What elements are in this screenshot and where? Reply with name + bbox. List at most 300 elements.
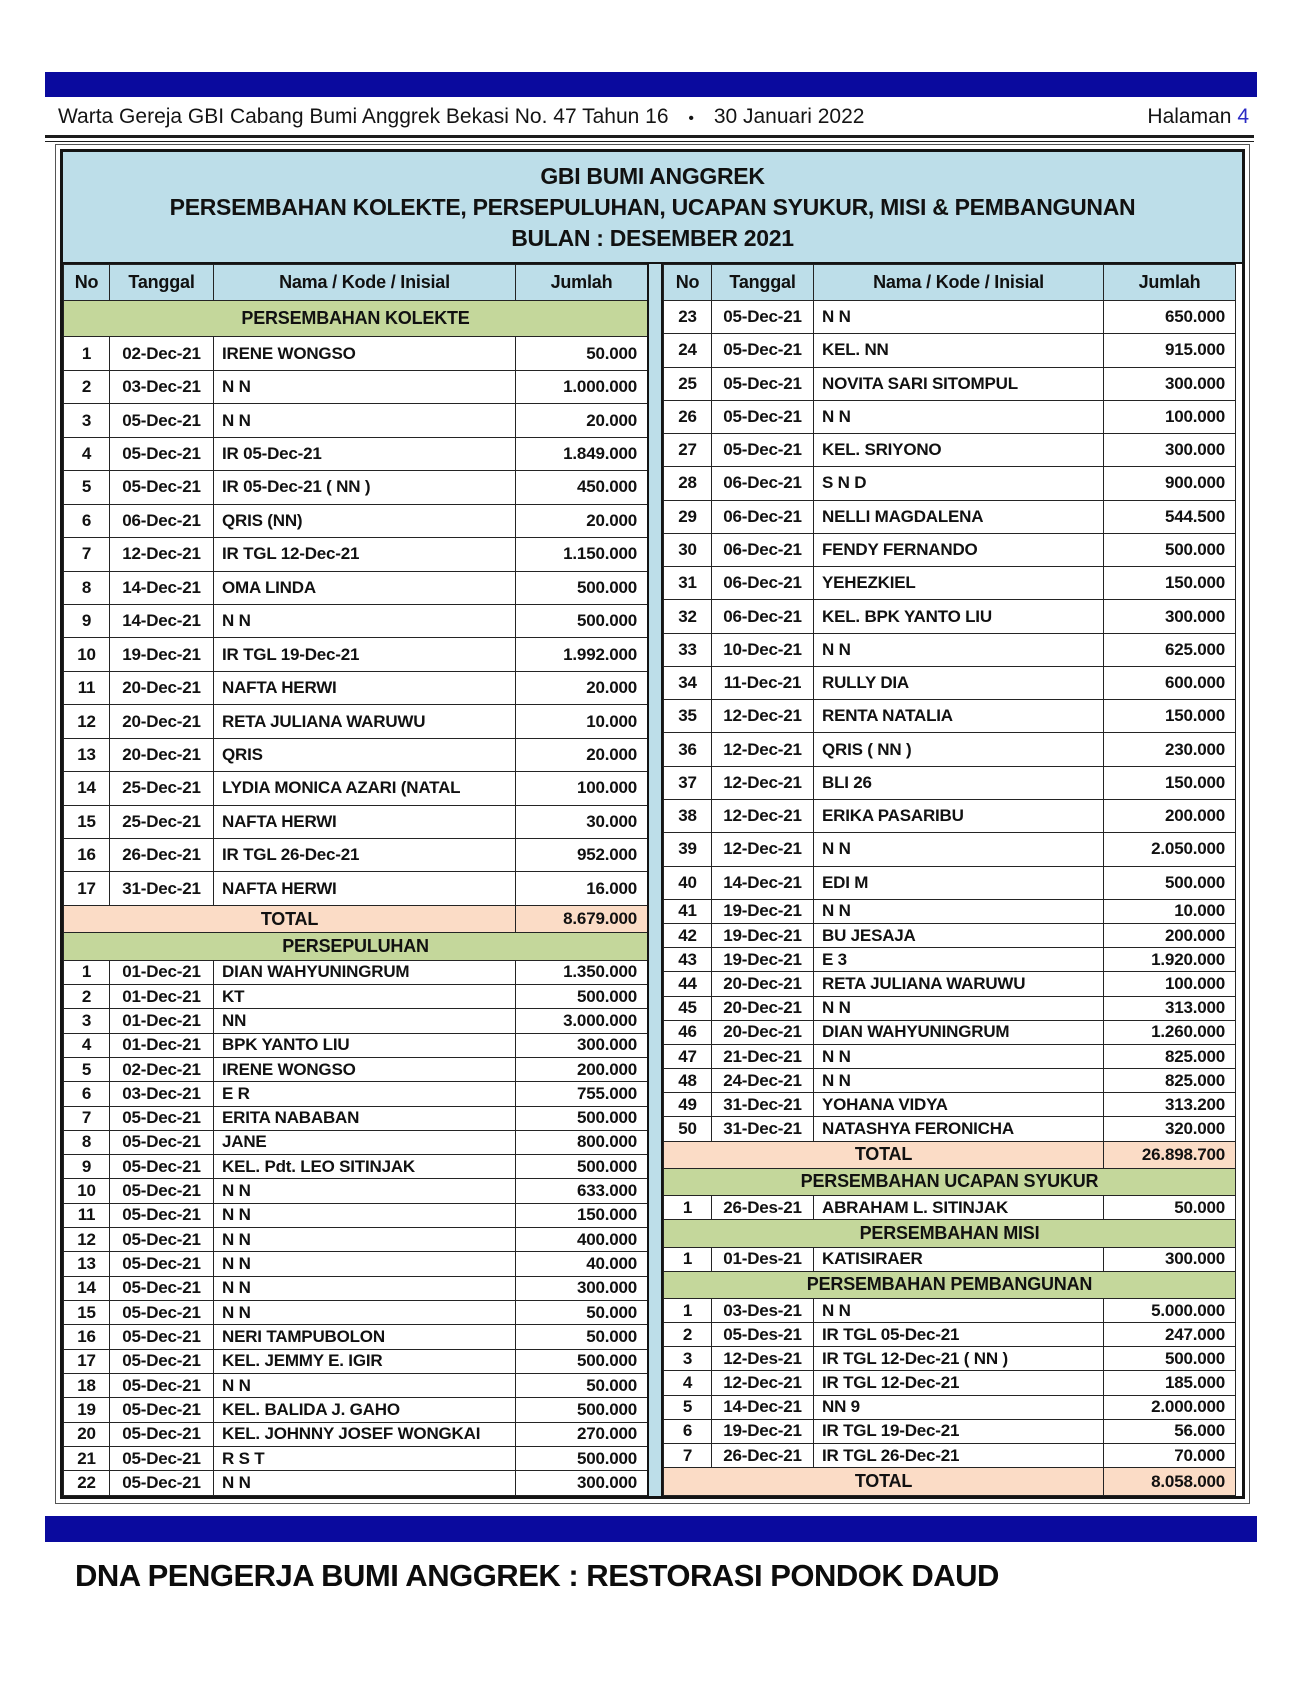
cell-jumlah: 70.000 (1104, 1444, 1236, 1468)
table-row (664, 799, 1236, 832)
table-row (64, 1179, 648, 1203)
table-row (64, 370, 648, 403)
cell-nama: RETA JULIANA WARUWU (214, 705, 516, 738)
cell-no: 9 (64, 1155, 110, 1179)
cell-nama: RENTA NATALIA (814, 700, 1104, 733)
cell-jumlah: 150.000 (1104, 567, 1236, 600)
cell-nama: IRENE WONGSO (214, 337, 516, 370)
cell-no: 26 (664, 400, 712, 433)
masthead-divider-rule (45, 135, 1254, 142)
offerings-table-right (663, 264, 1236, 1496)
cell-tanggal: 01-Dec-21 (110, 960, 214, 984)
cell-tanggal: 10-Dec-21 (712, 633, 814, 666)
cell-no: 7 (64, 1106, 110, 1130)
cell-tanggal: 24-Dec-21 (712, 1069, 814, 1093)
cell-jumlah: 300.000 (516, 1471, 648, 1496)
cell-tanggal: 05-Dec-21 (110, 1446, 214, 1470)
col-header-no: No (664, 265, 712, 301)
cell-no: 39 (664, 833, 712, 866)
total-row (64, 905, 648, 932)
cell-jumlah: 313.000 (1104, 996, 1236, 1020)
cell-nama: N N (814, 996, 1104, 1020)
cell-tanggal: 14-Dec-21 (712, 1395, 814, 1419)
cell-nama: BPK YANTO LIU (214, 1033, 516, 1057)
cell-nama: IR TGL 05-Dec-21 (814, 1323, 1104, 1347)
cell-no: 45 (664, 996, 712, 1020)
table-row (64, 1228, 648, 1252)
cell-tanggal: 12-Dec-21 (712, 766, 814, 799)
cell-nama: ERITA NABABAN (214, 1106, 516, 1130)
cell-no: 14 (64, 772, 110, 805)
table-row (664, 400, 1236, 433)
table-row (664, 899, 1236, 923)
cell-tanggal: 05-Dec-21 (110, 1130, 214, 1154)
cell-nama: RETA JULIANA WARUWU (814, 972, 1104, 996)
table-row (664, 1298, 1236, 1322)
cell-tanggal: 06-Dec-21 (712, 600, 814, 633)
cell-no: 6 (64, 504, 110, 537)
cell-nama: E R (214, 1082, 516, 1106)
cell-nama: N N (214, 1179, 516, 1203)
cell-jumlah: 500.000 (1104, 533, 1236, 566)
cell-no: 6 (664, 1419, 712, 1443)
cell-nama: N N (814, 1044, 1104, 1068)
table-row (64, 1106, 648, 1130)
cell-nama: IRENE WONGSO (214, 1057, 516, 1081)
top-accent-bar (45, 72, 1257, 97)
report-title-church: GBI BUMI ANGGREK (540, 163, 765, 189)
bullet-separator: • (688, 110, 694, 127)
cell-jumlah: 500.000 (516, 1398, 648, 1422)
cell-no: 10 (64, 1179, 110, 1203)
cell-nama: KEL. JEMMY E. IGIR (214, 1349, 516, 1373)
table-row (64, 1373, 648, 1397)
cell-tanggal: 05-Dec-21 (110, 437, 214, 470)
cell-no: 11 (64, 1203, 110, 1227)
cell-tanggal: 19-Dec-21 (712, 923, 814, 947)
cell-tanggal: 05-Dec-21 (110, 1252, 214, 1276)
cell-tanggal: 12-Dec-21 (110, 538, 214, 571)
cell-jumlah: 20.000 (516, 671, 648, 704)
cell-jumlah: 50.000 (516, 1301, 648, 1325)
cell-nama: YEHEZKIEL (814, 567, 1104, 600)
cell-jumlah: 650.000 (1104, 301, 1236, 334)
total-label: TOTAL (64, 905, 516, 932)
cell-nama: LYDIA MONICA AZARI (NATAL (214, 772, 516, 805)
cell-no: 3 (664, 1347, 712, 1371)
cell-tanggal: 12-Dec-21 (712, 833, 814, 866)
page-label: Halaman (1147, 105, 1232, 128)
table-row (664, 1371, 1236, 1395)
cell-no: 15 (64, 1301, 110, 1325)
table-row (664, 1117, 1236, 1141)
table-row (664, 567, 1236, 600)
cell-no: 24 (664, 334, 712, 367)
cell-no: 6 (64, 1082, 110, 1106)
cell-jumlah: 500.000 (516, 604, 648, 637)
cell-nama: N N (814, 899, 1104, 923)
table-row (64, 1398, 648, 1422)
cell-jumlah: 1.350.000 (516, 960, 648, 984)
section-header-row (64, 301, 648, 337)
cell-jumlah: 755.000 (516, 1082, 648, 1106)
cell-tanggal: 05-Dec-21 (110, 471, 214, 504)
cell-jumlah: 500.000 (1104, 866, 1236, 899)
table-row (64, 1446, 648, 1470)
cell-tanggal: 19-Dec-21 (110, 638, 214, 671)
cell-no: 16 (64, 839, 110, 872)
cell-jumlah: 600.000 (1104, 666, 1236, 699)
cell-jumlah: 5.000.000 (1104, 1298, 1236, 1322)
cell-no: 5 (64, 471, 110, 504)
cell-jumlah: 10.000 (516, 705, 648, 738)
cell-tanggal: 05-Dec-21 (712, 301, 814, 334)
issue-date: 30 Januari 2022 (713, 105, 865, 128)
cell-no: 32 (664, 600, 712, 633)
cell-tanggal: 05-Dec-21 (110, 1179, 214, 1203)
cell-jumlah: 320.000 (1104, 1117, 1236, 1141)
cell-nama: KT (214, 984, 516, 1008)
cell-no: 35 (664, 700, 712, 733)
page-indicator (1147, 105, 1249, 129)
cell-nama: KEL. JOHNNY JOSEF WONGKAI (214, 1422, 516, 1446)
cell-nama: EDI M (814, 866, 1104, 899)
cell-tanggal: 02-Dec-21 (110, 1057, 214, 1081)
cell-jumlah: 100.000 (516, 772, 648, 805)
cell-no: 5 (664, 1395, 712, 1419)
table-row (64, 404, 648, 437)
cell-no: 31 (664, 567, 712, 600)
cell-nama: N N (214, 404, 516, 437)
cell-no: 12 (64, 1228, 110, 1252)
cell-jumlah: 500.000 (516, 571, 648, 604)
table-row (64, 1203, 648, 1227)
cell-no: 33 (664, 633, 712, 666)
table-row (664, 467, 1236, 500)
cell-jumlah: 915.000 (1104, 334, 1236, 367)
table-row (664, 833, 1236, 866)
cell-no: 13 (64, 738, 110, 771)
cell-no: 1 (664, 1298, 712, 1322)
cell-tanggal: 20-Dec-21 (110, 705, 214, 738)
cell-nama: JANE (214, 1130, 516, 1154)
cell-no: 1 (664, 1196, 712, 1220)
cell-nama: IR 05-Dec-21 ( NN ) (214, 471, 516, 504)
cell-nama: YOHANA VIDYA (814, 1093, 1104, 1117)
cell-nama: R S T (214, 1446, 516, 1470)
total-label: TOTAL (664, 1468, 1104, 1496)
cell-jumlah: 1.150.000 (516, 538, 648, 571)
cell-tanggal: 05-Des-21 (712, 1323, 814, 1347)
cell-jumlah: 10.000 (1104, 899, 1236, 923)
cell-no: 14 (64, 1276, 110, 1300)
cell-no: 20 (64, 1422, 110, 1446)
cell-jumlah: 270.000 (516, 1422, 648, 1446)
cell-nama: IR TGL 12-Dec-21 (814, 1371, 1104, 1395)
cell-jumlah: 952.000 (516, 839, 648, 872)
table-row (664, 1419, 1236, 1443)
cell-tanggal: 26-Dec-21 (110, 839, 214, 872)
cell-nama: N N (214, 604, 516, 637)
cell-tanggal: 14-Dec-21 (712, 866, 814, 899)
cell-no: 15 (64, 805, 110, 838)
table-row (64, 671, 648, 704)
cell-nama: FENDY FERNANDO (814, 533, 1104, 566)
cell-nama: KEL. BPK YANTO LIU (814, 600, 1104, 633)
cell-tanggal: 19-Dec-21 (712, 948, 814, 972)
col-header-tanggal: Tanggal (110, 265, 214, 301)
cell-nama: QRIS (NN) (214, 504, 516, 537)
cell-nama: S N D (814, 467, 1104, 500)
section-header-row (64, 933, 648, 960)
cell-jumlah: 300.000 (1104, 600, 1236, 633)
cell-nama: DIAN WAHYUNINGRUM (814, 1020, 1104, 1044)
cell-no: 41 (664, 899, 712, 923)
cell-tanggal: 12-Dec-21 (712, 799, 814, 832)
cell-tanggal: 12-Des-21 (712, 1347, 814, 1371)
cell-tanggal: 12-Dec-21 (712, 1371, 814, 1395)
cell-jumlah: 1.920.000 (1104, 948, 1236, 972)
cell-nama: ERIKA PASARIBU (814, 799, 1104, 832)
cell-no: 21 (64, 1446, 110, 1470)
cell-nama: NOVITA SARI SITOMPUL (814, 367, 1104, 400)
cell-nama: RULLY DIA (814, 666, 1104, 699)
table-row (664, 866, 1236, 899)
cell-nama: N N (214, 1252, 516, 1276)
total-label: TOTAL (664, 1141, 1104, 1168)
cell-jumlah: 2.050.000 (1104, 833, 1236, 866)
cell-tanggal: 11-Dec-21 (712, 666, 814, 699)
cell-tanggal: 12-Dec-21 (712, 700, 814, 733)
offerings-table-left (63, 264, 648, 1496)
cell-tanggal: 05-Dec-21 (110, 1228, 214, 1252)
table-row (664, 1044, 1236, 1068)
report-title-block (63, 152, 1242, 264)
cell-tanggal: 19-Dec-21 (712, 1419, 814, 1443)
report-title-subject: PERSEMBAHAN KOLEKTE, PERSEPULUHAN, UCAPAN SYUKUR, MISI & PEMBANGUNAN (169, 194, 1136, 220)
cell-no: 1 (64, 960, 110, 984)
table-row (664, 600, 1236, 633)
cell-tanggal: 20-Dec-21 (712, 972, 814, 996)
table-row (64, 538, 648, 571)
cell-jumlah: 1.260.000 (1104, 1020, 1236, 1044)
cell-no: 7 (664, 1444, 712, 1468)
section-header-row (664, 1168, 1236, 1195)
footer-headline: DNA PENGERJA BUMI ANGGREK : RESTORASI PONDOK DAUD (75, 1558, 999, 1593)
cell-jumlah: 20.000 (516, 504, 648, 537)
cell-no: 11 (64, 671, 110, 704)
table-right-half (663, 264, 1235, 1496)
section-title: PERSEPULUHAN (64, 933, 648, 960)
cell-nama: IR TGL 26-Dec-21 (814, 1444, 1104, 1468)
table-row (64, 638, 648, 671)
cell-no: 23 (664, 301, 712, 334)
cell-jumlah: 150.000 (1104, 700, 1236, 733)
cell-nama: N N (814, 1069, 1104, 1093)
col-header-jumlah: Jumlah (516, 265, 648, 301)
cell-jumlah: 1.992.000 (516, 638, 648, 671)
table-row (664, 1323, 1236, 1347)
cell-no: 18 (64, 1373, 110, 1397)
table-row (64, 437, 648, 470)
cell-nama: KEL. Pdt. LEO SITINJAK (214, 1155, 516, 1179)
table-row (64, 604, 648, 637)
cell-jumlah: 500.000 (516, 1106, 648, 1130)
cell-jumlah: 825.000 (1104, 1044, 1236, 1068)
cell-no: 27 (664, 434, 712, 467)
table-row (64, 1130, 648, 1154)
total-row (664, 1141, 1236, 1168)
col-header-tanggal: Tanggal (712, 265, 814, 301)
cell-nama: NN 9 (814, 1395, 1104, 1419)
cell-jumlah: 40.000 (516, 1252, 648, 1276)
table-row (64, 471, 648, 504)
col-header-jumlah: Jumlah (1104, 265, 1236, 301)
cell-no: 29 (664, 500, 712, 533)
cell-nama: KEL. BALIDA J. GAHO (214, 1398, 516, 1422)
cell-nama: KEL. NN (814, 334, 1104, 367)
table-row (64, 571, 648, 604)
cell-no: 3 (64, 404, 110, 437)
cell-jumlah: 500.000 (516, 984, 648, 1008)
cell-no: 25 (664, 367, 712, 400)
cell-tanggal: 20-Dec-21 (110, 671, 214, 704)
cell-tanggal: 01-Dec-21 (110, 1033, 214, 1057)
table-row (64, 1276, 648, 1300)
cell-jumlah: 50.000 (1104, 1196, 1236, 1220)
cell-no: 34 (664, 666, 712, 699)
cell-nama: DIAN WAHYUNINGRUM (214, 960, 516, 984)
cell-no: 10 (64, 638, 110, 671)
section-header-row (664, 1220, 1236, 1247)
col-header-nama: Nama / Kode / Inisial (214, 265, 516, 301)
cell-tanggal: 06-Dec-21 (712, 567, 814, 600)
cell-nama: KATISIRAER (814, 1247, 1104, 1271)
cell-no: 49 (664, 1093, 712, 1117)
cell-no: 30 (664, 533, 712, 566)
table-row (664, 1395, 1236, 1419)
cell-no: 42 (664, 923, 712, 947)
table-row (64, 1301, 648, 1325)
cell-no: 1 (664, 1247, 712, 1271)
cell-jumlah: 300.000 (516, 1276, 648, 1300)
col-header-no: No (64, 265, 110, 301)
cell-jumlah: 20.000 (516, 738, 648, 771)
cell-tanggal: 02-Dec-21 (110, 337, 214, 370)
cell-jumlah: 313.200 (1104, 1093, 1236, 1117)
total-value: 26.898.700 (1104, 1141, 1236, 1168)
cell-jumlah: 300.000 (1104, 367, 1236, 400)
cell-nama: NN (214, 1009, 516, 1033)
table-row (664, 923, 1236, 947)
cell-jumlah: 200.000 (516, 1057, 648, 1081)
cell-tanggal: 03-Dec-21 (110, 370, 214, 403)
table-row (64, 960, 648, 984)
cell-nama: ABRAHAM L. SITINJAK (814, 1196, 1104, 1220)
cell-jumlah: 50.000 (516, 1325, 648, 1349)
cell-jumlah: 800.000 (516, 1130, 648, 1154)
cell-no: 13 (64, 1252, 110, 1276)
cell-nama: N N (814, 833, 1104, 866)
cell-no: 16 (64, 1325, 110, 1349)
cell-nama: OMA LINDA (214, 571, 516, 604)
cell-jumlah: 400.000 (516, 1228, 648, 1252)
table-row (664, 500, 1236, 533)
cell-nama: N N (214, 1203, 516, 1227)
cell-nama: IR TGL 19-Dec-21 (814, 1419, 1104, 1443)
cell-nama: KEL. SRIYONO (814, 434, 1104, 467)
cell-tanggal: 20-Dec-21 (110, 738, 214, 771)
table-row (64, 839, 648, 872)
cell-tanggal: 05-Dec-21 (110, 1203, 214, 1227)
cell-tanggal: 05-Dec-21 (712, 367, 814, 400)
table-left-half (63, 264, 647, 1496)
table-row (664, 334, 1236, 367)
cell-nama: BLI 26 (814, 766, 1104, 799)
cell-no: 2 (64, 370, 110, 403)
cell-no: 46 (664, 1020, 712, 1044)
cell-nama: IR TGL 12-Dec-21 (214, 538, 516, 571)
cell-tanggal: 05-Dec-21 (110, 1276, 214, 1300)
cell-jumlah: 200.000 (1104, 799, 1236, 832)
cell-jumlah: 247.000 (1104, 1323, 1236, 1347)
cell-tanggal: 31-Dec-21 (712, 1093, 814, 1117)
table-row (664, 700, 1236, 733)
section-header-row (664, 1271, 1236, 1298)
cell-no: 2 (664, 1323, 712, 1347)
cell-jumlah: 56.000 (1104, 1419, 1236, 1443)
cell-jumlah: 1.000.000 (516, 370, 648, 403)
cell-no: 28 (664, 467, 712, 500)
section-title: PERSEMBAHAN MISI (664, 1220, 1236, 1247)
table-row (664, 972, 1236, 996)
cell-nama: N N (214, 370, 516, 403)
table-row (64, 1471, 648, 1496)
column-header-row (664, 265, 1236, 301)
table-row (664, 1020, 1236, 1044)
cell-tanggal: 25-Dec-21 (110, 772, 214, 805)
cell-nama: N N (814, 633, 1104, 666)
cell-tanggal: 01-Des-21 (712, 1247, 814, 1271)
cell-nama: N N (814, 1298, 1104, 1322)
table-body-split (63, 264, 1242, 1496)
table-row (664, 1247, 1236, 1271)
cell-nama: NERI TAMPUBOLON (214, 1325, 516, 1349)
cell-tanggal: 26-Des-21 (712, 1196, 814, 1220)
table-row (64, 1252, 648, 1276)
cell-tanggal: 01-Dec-21 (110, 1009, 214, 1033)
cell-tanggal: 01-Dec-21 (110, 984, 214, 1008)
cell-no: 36 (664, 733, 712, 766)
table-row (64, 1009, 648, 1033)
cell-jumlah: 500.000 (516, 1155, 648, 1179)
masthead-title-line (58, 105, 878, 129)
cell-jumlah: 20.000 (516, 404, 648, 437)
table-row (64, 1082, 648, 1106)
cell-nama: NELLI MAGDALENA (814, 500, 1104, 533)
table-row (64, 805, 648, 838)
cell-no: 17 (64, 1349, 110, 1373)
cell-jumlah: 230.000 (1104, 733, 1236, 766)
cell-nama: N N (214, 1471, 516, 1496)
cell-nama: QRIS (214, 738, 516, 771)
cell-nama: NAFTA HERWI (214, 872, 516, 905)
cell-tanggal: 05-Dec-21 (110, 1301, 214, 1325)
table-row (664, 1444, 1236, 1468)
cell-nama: IR TGL 26-Dec-21 (214, 839, 516, 872)
cell-no: 17 (64, 872, 110, 905)
cell-jumlah: 900.000 (1104, 467, 1236, 500)
